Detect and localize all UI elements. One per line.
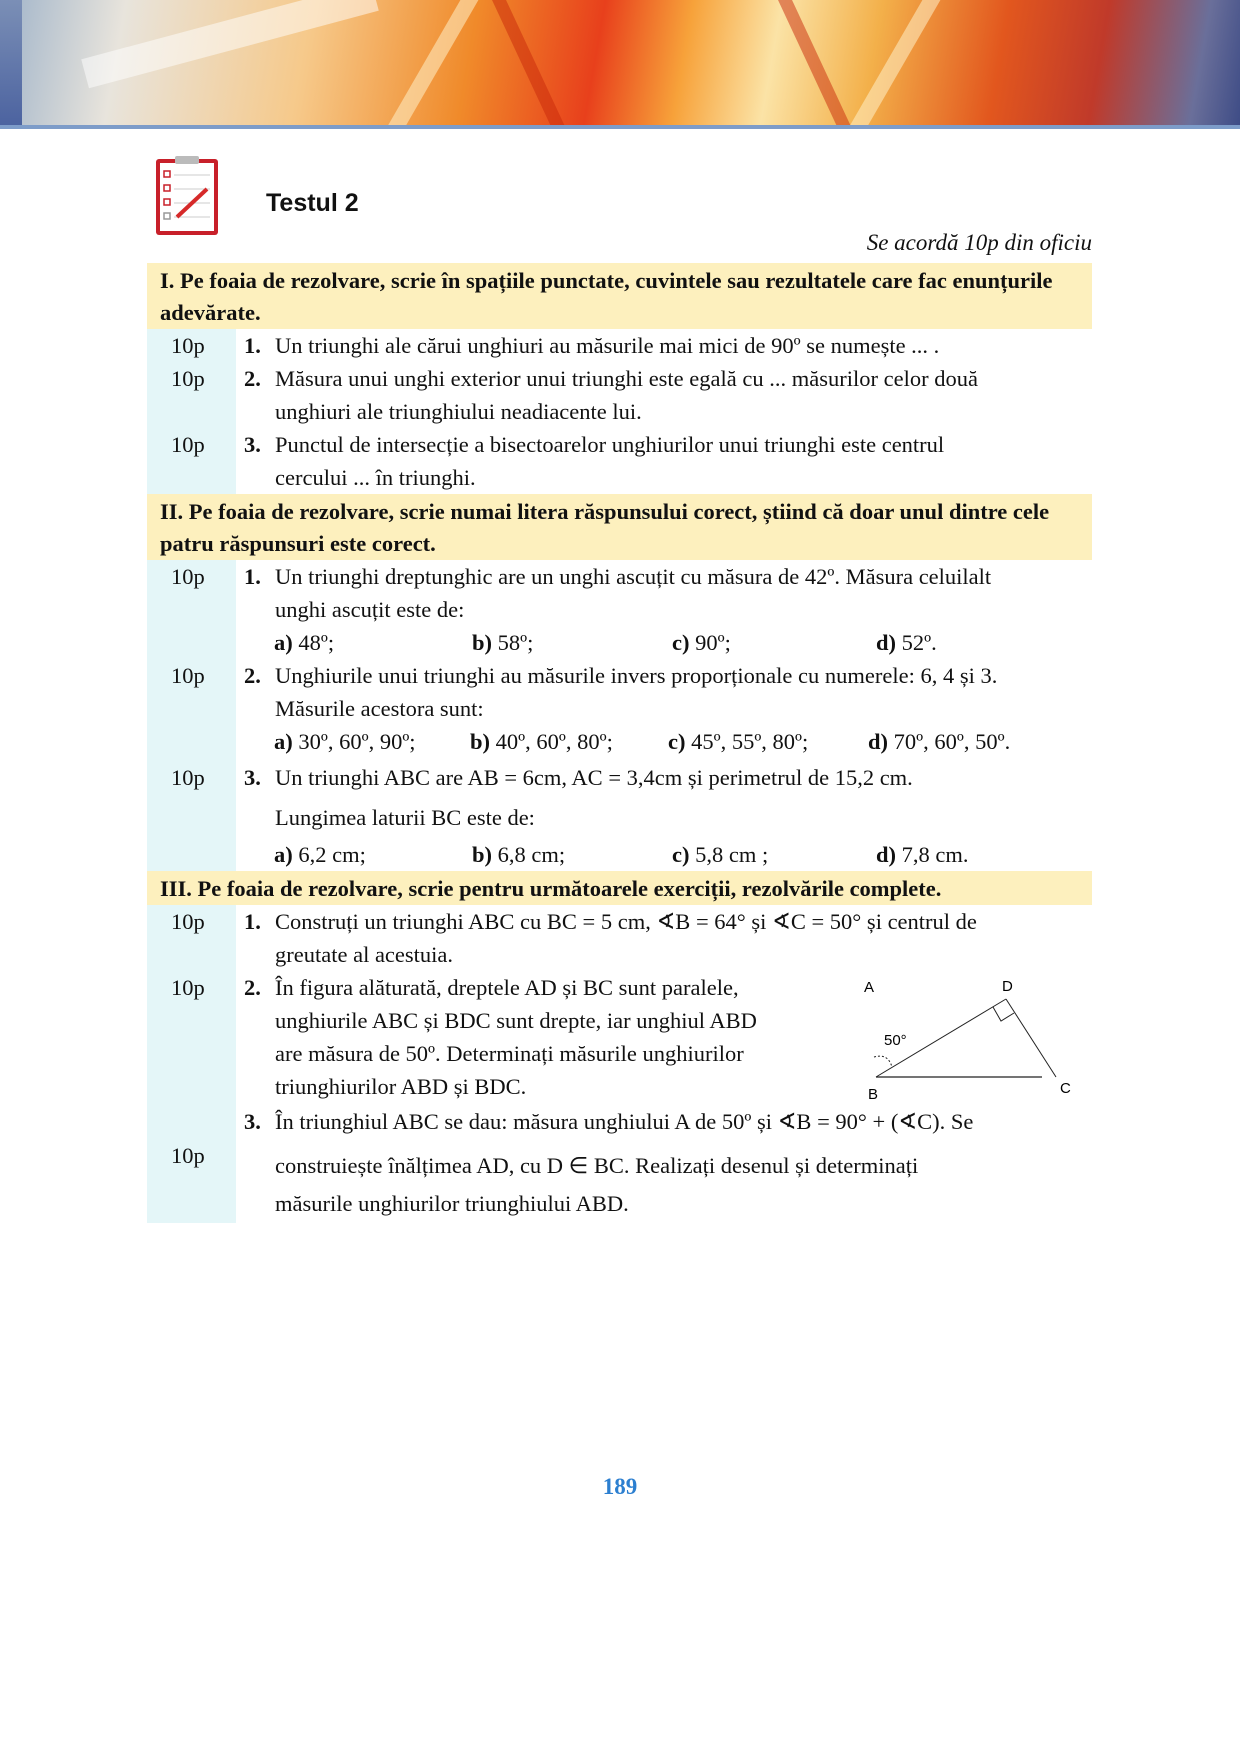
option-b: b) 58º;: [472, 630, 534, 655]
question-number: 1.: [244, 909, 261, 934]
question-text: unghiurile ABC și BDC sunt drepte, iar unghiul ABD: [275, 1008, 757, 1033]
question-number: 3.: [244, 1109, 261, 1134]
label-d: D: [1002, 978, 1013, 995]
question-row: [147, 560, 1092, 659]
option-d: d) 7,8 cm.: [876, 842, 969, 867]
question-text: cercului ... în triunghi.: [275, 465, 476, 490]
option-d: d) 70º, 60º, 50º.: [868, 729, 1011, 754]
question-number: 3.: [244, 765, 261, 790]
points: 10p: [147, 1103, 236, 1223]
question-text: unghiuri ale triunghiului neadiacente lui.: [275, 399, 642, 424]
points: 10p: [147, 758, 236, 871]
question-text: măsurile unghiurilor triunghiului ABD.: [275, 1191, 629, 1216]
bonus-points-note: Se acordă 10p din oficiu: [866, 230, 1092, 255]
header-rule: [0, 125, 1240, 129]
question-text: Un triunghi dreptunghic are un unghi ascuțit cu măsura de 42º. Măsura celuilalt: [275, 564, 992, 589]
points: 10p: [147, 560, 236, 659]
triangle-figure: [846, 969, 1086, 1104]
points: 10p: [147, 329, 236, 362]
test-table: [147, 263, 1092, 1227]
question-text: Măsurile acestora sunt:: [275, 696, 484, 721]
option-b: b) 6,8 cm;: [472, 842, 566, 867]
question-number: 3.: [244, 432, 261, 457]
option-a: a) 6,2 cm;: [274, 842, 366, 867]
points: 10p: [147, 659, 236, 758]
question-row: [147, 362, 1092, 428]
question-row: [147, 1103, 1092, 1227]
question-number: 2.: [244, 975, 261, 1000]
option-d: d) 52º.: [876, 630, 937, 655]
section-heading: II. Pe foaia de rezolvare, scrie numai litera răspunsului corect, știind că doar unul dintre cele patru răspunsuri este corect.: [147, 494, 1092, 560]
question-row: [147, 905, 1092, 971]
question-text: greutate al acestuia.: [275, 942, 454, 967]
test-title: Testul 2: [266, 189, 359, 217]
page-number: 189: [602, 1474, 638, 1499]
option-c: c) 90º;: [672, 630, 731, 655]
question-number: 1.: [244, 564, 261, 589]
question-row: [147, 428, 1092, 494]
label-b: B: [868, 1086, 879, 1103]
question-number: 2.: [244, 366, 261, 391]
option-b: b) 40º, 60º, 80º;: [470, 729, 613, 754]
question-text: triunghiurilor ABD și BDC.: [275, 1074, 527, 1099]
question-text: Lungimea laturii BC este de:: [275, 805, 535, 830]
points: 10p: [147, 971, 236, 1103]
section-heading: III. Pe foaia de rezolvare, scrie pentru următoarele exerciții, rezolvările complete.: [147, 871, 1092, 905]
clipboard-checklist-icon: [155, 155, 220, 237]
question-text: Unghiurile unui triunghi au măsurile invers proporționale cu numerele: 6, 4 și 3.: [275, 663, 998, 688]
label-c: C: [1060, 1080, 1071, 1097]
question-text: Măsura unui unghi exterior unui triunghi este egală cu ... măsurilor celor două: [275, 366, 978, 391]
question-text: Punctul de intersecție a bisectoarelor unghiurilor unui triunghi este centrul: [275, 432, 945, 457]
question-number: 2.: [244, 663, 261, 688]
question-row: [147, 758, 1092, 871]
question-text: Un triunghi ABC are AB = 6cm, AC = 3,4cm și perimetrul de 15,2 cm.: [275, 765, 913, 790]
answer-options: [244, 725, 1092, 758]
question-text: În figura alăturată, dreptele AD și BC sunt paralele,: [275, 975, 739, 1000]
points: 10p: [147, 905, 236, 971]
question-row: [147, 971, 1092, 1103]
points: 10p: [147, 362, 236, 428]
question-row: [147, 329, 1092, 362]
header-banner-image: [0, 0, 1240, 125]
option-a: a) 30º, 60º, 90º;: [274, 729, 416, 754]
question-text: unghi ascuțit este de:: [275, 597, 465, 622]
points: 10p: [147, 428, 236, 494]
answer-options: [244, 838, 1092, 871]
question-text: Un triunghi ale cărui unghiuri au măsurile mai mici de 90º se numește ... .: [275, 333, 940, 358]
question-number: 1.: [244, 333, 261, 358]
question-text: construiește înălțimea AD, cu D ∈ BC. Realizați desenul și determinați: [275, 1153, 919, 1178]
label-a: A: [864, 979, 875, 996]
question-text: Construți un triunghi ABC cu BC = 5 cm, ∢B = 64° și ∢C = 50° și centrul de: [275, 909, 977, 934]
question-row: [147, 659, 1092, 758]
angle-label: 50°: [884, 1032, 907, 1049]
question-text: În triunghiul ABC se dau: măsura unghiului A de 50º și ∢B = 90° + (∢C). Se: [275, 1109, 974, 1134]
answer-options: [244, 626, 1092, 659]
option-c: c) 45º, 55º, 80º;: [668, 729, 809, 754]
question-text: are măsura de 50º. Determinați măsurile unghiurilor: [275, 1041, 744, 1066]
option-c: c) 5,8 cm ;: [672, 842, 769, 867]
section-heading: I. Pe foaia de rezolvare, scrie în spațiile punctate, cuvintele sau rezultatele care fac enunțurile adevărate.: [147, 263, 1092, 329]
option-a: a) 48º;: [274, 630, 335, 655]
